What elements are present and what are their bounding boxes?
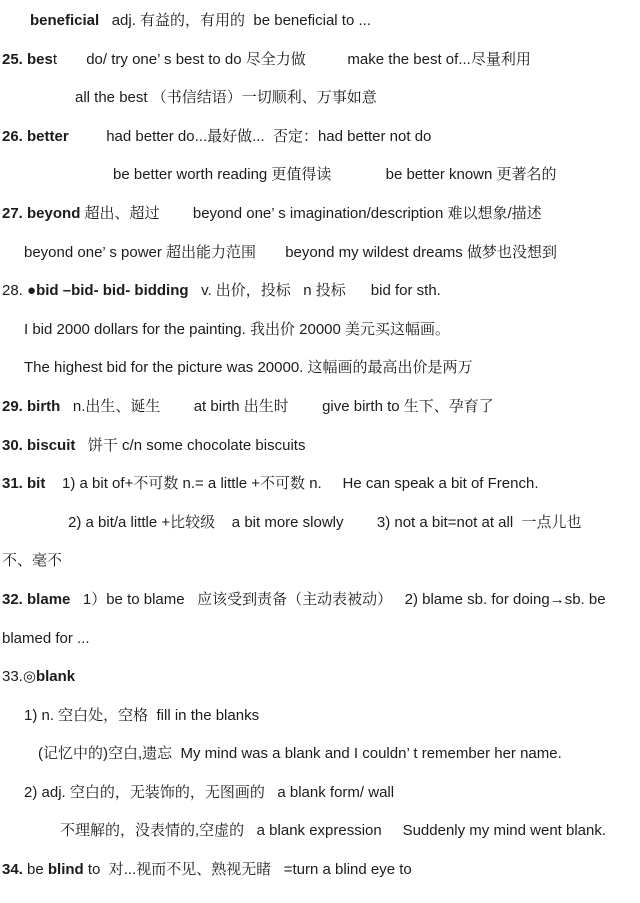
text-segment: 2) adj. 空白的，无装饰的，无图画的 a blank form/ wall	[24, 783, 395, 801]
vocab-line-26-better	[0, 118, 640, 157]
vocab-line-bit-cont2	[0, 542, 640, 581]
vocab-term: 26. better	[2, 127, 69, 145]
vocab-term: 27. beyond	[2, 204, 81, 222]
text-segment: be better worth reading 更值得读 be better known 更著名的	[113, 166, 557, 184]
vocab-line-34-blind	[0, 851, 640, 890]
text-segment: The highest bid for the picture was 20000. 这幅画的最高出价是两万	[24, 359, 473, 377]
vocab-line-32-blame	[0, 581, 640, 620]
vocab-line-beyond-cont	[0, 234, 640, 273]
vocab-term: 31. bit	[2, 475, 46, 493]
vocab-line-27-beyond	[0, 195, 640, 234]
text-segment: 饼干 c/n some chocolate biscuits	[75, 436, 306, 454]
text-segment: to 对...视而不见、熟视无睹 =turn a blind eye to	[83, 861, 412, 879]
vocab-term: ●bid –bid- bid- bidding	[27, 282, 189, 300]
vocab-term: 32. blame	[2, 590, 71, 608]
text-segment: had better do...最好做... 否定：had better not do	[68, 127, 432, 145]
vocab-term: beneficial	[30, 12, 100, 29]
text-segment: 1) n. 空白处，空格 fill in the blanks	[24, 706, 260, 724]
text-segment: blamed for ...	[2, 629, 90, 647]
text-segment: 1) a bit of+不可数 n.= a little +不可数 n. He can speak a bit of French.	[45, 475, 539, 493]
vocab-line-bit-cont1	[0, 504, 640, 543]
vocab-term: 30. biscuit	[2, 436, 76, 454]
text-segment: 2) a bit/a little +比较级 a bit more slowly 3) not a bit=not at all 一点儿也	[68, 513, 582, 531]
vocab-line-blank-memory	[0, 735, 640, 774]
text-segment: 超出、超过 beyond one’ s imagination/description 难以想象/描述	[80, 204, 542, 222]
vocab-term: blank	[35, 668, 76, 686]
text-segment: t do/ try one’ s best to do 尽全力做 make the best of...尽量利用	[52, 50, 531, 68]
vocab-line-better-cont	[0, 156, 640, 195]
vocab-line-30-biscuit	[0, 427, 640, 466]
text-segment: v. 出价，投标 n 投标 bid for sth.	[188, 282, 441, 300]
vocab-line-blame-cont	[0, 620, 640, 659]
vocab-line-31-bit	[0, 465, 640, 504]
vocab-line-25-best	[0, 41, 640, 80]
vocab-term: 29. birth	[2, 397, 61, 415]
text-segment: 33.◎	[2, 668, 36, 686]
text-segment: I bid 2000 dollars for the painting. 我出价 20000 美元买这幅画。	[24, 320, 451, 338]
text-segment: n.出生、诞生 at birth 出生时 give birth to 生下、孕育了	[60, 397, 494, 415]
vocab-line-28-bid	[0, 272, 640, 311]
vocab-line-bid-example2	[0, 349, 640, 388]
text-segment: 不、毫不	[2, 552, 63, 570]
vocab-line-beneficial	[0, 2, 640, 41]
vocab-line-best-cont	[0, 79, 640, 118]
vocab-line-33-blank	[0, 658, 640, 697]
text-segment: 1）be to blame 应该受到责备（主动表被动） 2) blame sb. for doing→sb. be	[70, 590, 606, 608]
vocab-line-bid-example1	[0, 311, 640, 350]
vocab-line-29-birth	[0, 388, 640, 427]
vocab-term: 25. bes	[2, 50, 53, 68]
text-segment: adj. 有益的，有用的 be beneficial to ...	[99, 12, 371, 29]
text-segment: beyond one’ s power 超出能力范围 beyond my wildest dreams 做梦也没想到	[24, 243, 557, 261]
text-segment: be	[22, 861, 48, 879]
text-segment: 不理解的，没表情的,空虚的 a blank expression Suddenly my mind went blank.	[60, 822, 607, 840]
vocab-term: blind	[47, 861, 84, 879]
vocab-term: 34.	[2, 861, 23, 879]
vocab-line-blank-adj	[0, 774, 640, 813]
text-segment: (记忆中的)空白,遗忘 My mind was a blank and I couldn’ t remember her name.	[38, 745, 562, 763]
text-segment: all the best （书信结语）一切顺利、万事如意	[75, 89, 377, 107]
vocab-line-blank-cont	[0, 812, 640, 851]
text-segment: 28.	[2, 282, 28, 300]
vocab-line-blank-n	[0, 697, 640, 736]
